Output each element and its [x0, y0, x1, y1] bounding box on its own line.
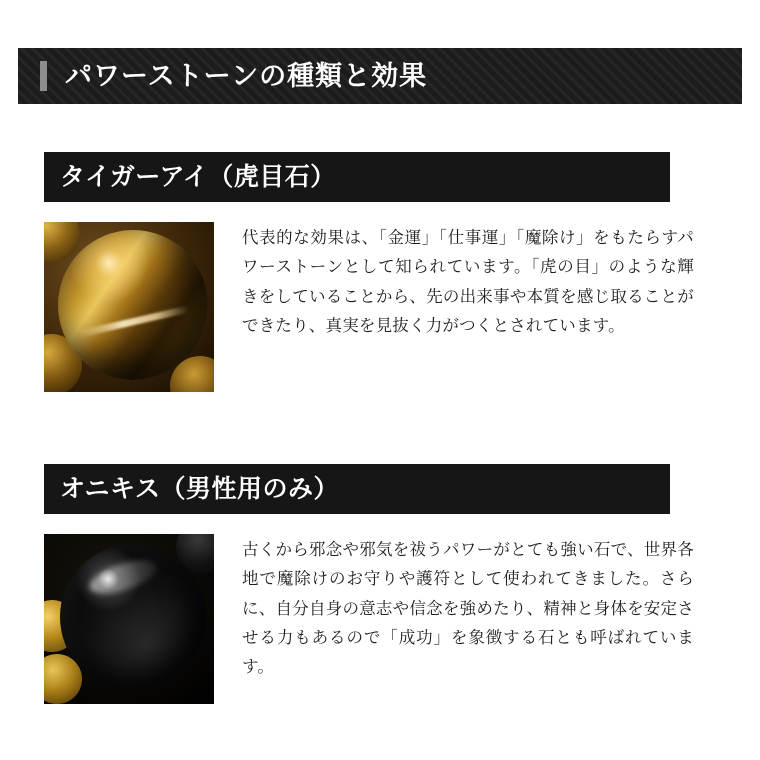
section-description: 古くから邪念や邪気を祓うパワーがとても強い石で、世界各地で魔除けのお守りや護符として使われてきました。さらに、自分自身の意志や信念を強めたり、精神と身体を安定させる力もあるので「成功」を象徴する石とも呼ばれています。: [242, 541, 694, 677]
section-description: 代表的な効果は、「金運」「仕事運」「魔除け」をもたらすパワーストーンとして知られています。「虎の目」のような輝きをしていることから、先の出来事や本質を感じ取ることができたり、真実を見抜く力がつくとされています。: [242, 229, 694, 336]
section-title: タイガーアイ（虎目石）: [60, 162, 336, 191]
main-header: [18, 48, 742, 104]
tiger-eye-bead-photo: [44, 222, 214, 392]
section-title: オニキス（男性用のみ）: [60, 474, 340, 503]
onyx-bead-photo: [44, 534, 214, 704]
section-body-onyx: [44, 534, 716, 704]
section-header-onyx: [44, 464, 670, 514]
stone-section-tiger-eye: [44, 152, 716, 392]
accent-bar-icon: [40, 61, 47, 91]
section-body-tiger-eye: [44, 222, 716, 392]
stone-section-onyx: [44, 464, 716, 704]
page-title: パワーストーンの種類と効果: [65, 60, 428, 91]
section-header-tiger-eye: [44, 152, 670, 202]
